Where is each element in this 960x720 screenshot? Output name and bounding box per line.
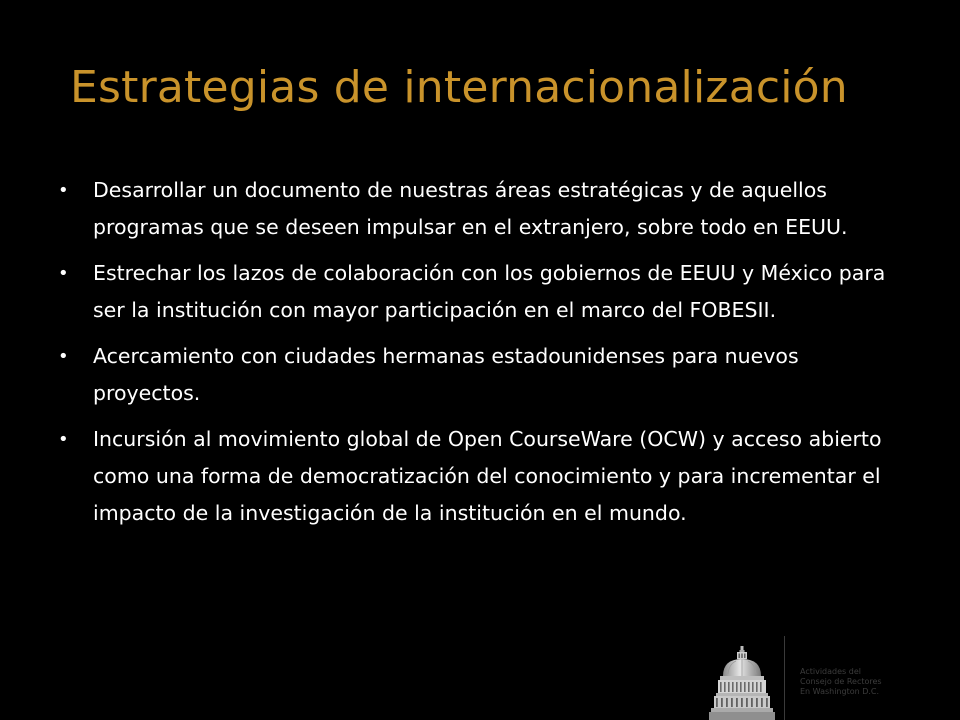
footer-caption-line: Actividades del	[800, 667, 861, 676]
bullet-marker: •	[58, 346, 69, 367]
footer-caption-line: Consejo de Rectores	[800, 677, 882, 686]
bullet-marker: •	[58, 263, 69, 284]
bullet-marker: •	[58, 180, 69, 201]
bullet-marker: •	[58, 429, 69, 450]
bullet-item	[58, 421, 898, 532]
bullet-item	[58, 338, 898, 412]
capitol-dome-icon	[706, 640, 786, 720]
bullet-item	[58, 255, 898, 329]
bullet-text: Desarrollar un documento de nuestras áreas estratégicas y de aquellos programas que se deseen impulsar en el extranjero, sobre todo en EEUU.	[93, 178, 848, 239]
footer-divider	[784, 636, 785, 720]
footer-caption	[800, 667, 950, 697]
bullet-text: Estrechar los lazos de colaboración con los gobiernos de EEUU y México para ser la institución con mayor participación en el marco del FOBESII.	[93, 261, 886, 322]
bullet-item	[58, 172, 898, 246]
slide-title: Estrategias de internacionalización	[70, 62, 848, 113]
bullet-text: Incursión al movimiento global de Open CourseWare (OCW) y acceso abierto como una forma de democratización del conocimiento y para incrementar el impacto de la investigación de la institución en el mundo.	[93, 427, 882, 525]
footer-caption-line: En Washington D.C.	[800, 687, 880, 696]
bullet-text: Acercamiento con ciudades hermanas estadounidenses para nuevos proyectos.	[93, 344, 799, 405]
bullet-list	[58, 172, 898, 541]
